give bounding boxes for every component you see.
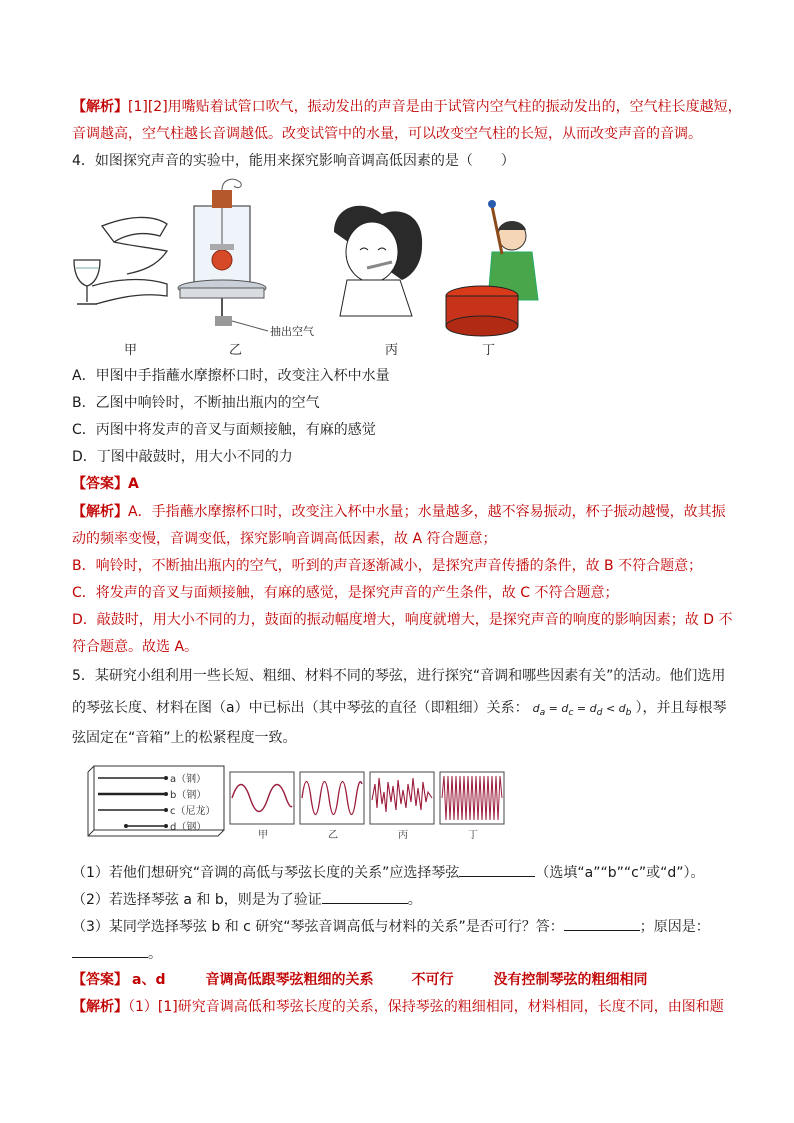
string-b-label: b（钢）	[170, 790, 207, 801]
q5-stem-text-2b: ），并且每根琴	[635, 700, 727, 716]
q5-stem-text-2a: 的琴弦长度、材料在图（a）中已标出（其中琴弦的直径（即粗细）关系：	[72, 700, 529, 716]
q5-blank-2[interactable]	[322, 889, 408, 904]
wave-ding	[440, 772, 504, 824]
q4-answer	[72, 474, 139, 494]
pump-label: 抽出空气	[270, 325, 314, 338]
diameter-formula: $d_a = d_c = d_d < d_b$	[532, 702, 632, 719]
top-analysis-line-1	[72, 97, 742, 117]
answer-tag: 【答案】	[72, 476, 128, 492]
q4-analysis-line-2: 动的频率变慢，音调变低，探究影响音调高低因素，故 A 符合题意；	[72, 531, 497, 547]
analysis-tag: 【解析】	[72, 99, 128, 115]
q4-analysis-line-1	[72, 502, 726, 522]
q4-stem: 4．如图探究声音的实验中，能用来探究影响音调高低因素的是（ ）	[72, 153, 515, 169]
q4-option-b: B．乙图中响铃时，不断抽出瓶内的空气	[72, 395, 320, 411]
q5-blank-3[interactable]	[564, 916, 640, 931]
q4-analysis-text-1: A．手指蘸水摩擦杯口时，改变注入杯中水量；水量越多，越不容易振动，杯子振动越慢，故其振	[128, 504, 726, 520]
q4-analysis-line-3: B．响铃时，不断抽出瓶内的空气，听到的声音逐渐减小，是探究声音传播的条件，故 B 不符合题意；	[72, 558, 703, 574]
q5-sub-3-cont	[72, 943, 162, 964]
top-analysis-line-2: 音调越高，空气柱越长音调越低。改变试管中的水量，可以改变空气柱的长短，从而改变声音的音调。	[72, 126, 702, 142]
q4-analysis-line-6: 符合题意。故选 A。	[72, 639, 199, 655]
q4-option-d: D．丁图中敲鼓时，用大小不同的力	[72, 449, 293, 465]
q5-analysis-line-1	[72, 997, 724, 1017]
string-d-label: d（钢）	[170, 822, 207, 833]
q4-analysis-line-5: D．敲鼓时，用大小不同的力，鼓面的振动幅度增大，响度就增大，是探究声音的响度的影响因素；故 D 不	[72, 612, 733, 628]
fig-label-yi: 乙	[229, 343, 243, 358]
q4-figure	[72, 176, 552, 366]
fig-label-ding: 丁	[482, 343, 496, 358]
fig-label-bing: 丙	[385, 343, 399, 358]
string-a-label: a（钢）	[170, 774, 207, 785]
figure-jia-glass	[74, 217, 167, 304]
wave-label-yi: 乙	[328, 830, 338, 841]
fig-label-jia: 甲	[124, 343, 138, 358]
q5-sub-1-text-b: （选填“a”“b”“c”或“d”）。	[535, 865, 705, 881]
q5-answer-1: a、d	[132, 972, 166, 988]
figure-yi-bell-jar	[178, 179, 314, 338]
q4-option-a: A．甲图中手指蘸水摩擦杯口时，改变注入杯中水量	[72, 368, 390, 384]
q5-blank-4[interactable]	[72, 943, 148, 958]
figure-bing-girl	[334, 206, 422, 316]
wave-jia	[230, 772, 294, 824]
q5-answer	[72, 970, 647, 990]
sound-box	[88, 766, 224, 836]
analysis-tag: 【解析】	[72, 504, 128, 520]
q5-figure	[86, 764, 516, 842]
q5-sub-1	[72, 862, 705, 883]
q4-option-c: C．丙图中将发声的音叉与面颊接触，有麻的感觉	[72, 422, 376, 438]
q5-sub-1-text-a: （1）若他们想研究“音调的高低与琴弦长度的关系”应选择琴弦	[72, 865, 460, 881]
q5-stem-line-1: 5．某研究小组利用一些长短、粗细、材料不同的琴弦，进行探究“音调和哪些因素有关”的活动。他们选用	[72, 668, 726, 684]
q5-answer-3: 不可行	[411, 972, 454, 988]
q5-sub-3-text-b: ；原因是：	[639, 919, 710, 935]
wave-label-ding: 丁	[468, 830, 478, 841]
q5-sub-2-text-a: （2）若选择琴弦 a 和 b，则是为了验证	[72, 892, 322, 908]
q5-analysis-text-1: （1）[1]研究音调高低和琴弦长度的关系，保持琴弦的粗细相同，材料相同，长度不同，由图和题	[128, 999, 724, 1015]
q5-sub-2-text-b: 。	[407, 892, 422, 908]
q5-blank-1[interactable]	[459, 862, 535, 877]
wave-label-jia: 甲	[258, 830, 268, 841]
q5-sub-3	[72, 916, 710, 937]
top-analysis-text-1: [1][2]用嘴贴着试管口吹气，振动发出的声音是由于试管内空气柱的振动发出的，空气柱长度越短，	[128, 99, 742, 115]
q4-analysis-line-4: C．将发声的音叉与面颊接触，有麻的感觉，是探究声音的产生条件，故 C 不符合题意；	[72, 585, 619, 601]
answer-tag: 【答案】	[72, 972, 128, 988]
string-c-label: c（尼龙）	[170, 806, 216, 817]
wave-bing	[370, 772, 434, 824]
q5-sub-3-text-a: （3）某同学选择琴弦 b 和 c 研究“琴弦音调高低与材料的关系”是否可行？答：	[72, 919, 564, 935]
q5-stem-line-3: 弦固定在“音箱”上的松紧程度一致。	[72, 730, 297, 746]
wave-yi	[300, 772, 364, 824]
q5-answer-4: 没有控制琴弦的粗细相同	[493, 972, 648, 988]
answer-value: A	[128, 476, 139, 492]
figure-ding-drum	[446, 200, 538, 336]
q5-sub-3-text-c: 。	[148, 946, 162, 962]
q5-stem-line-2	[72, 698, 726, 723]
q5-sub-2	[72, 889, 422, 910]
q5-answer-2: 音调高低跟琴弦粗细的关系	[205, 972, 374, 988]
analysis-tag: 【解析】	[72, 999, 128, 1015]
wave-label-bing: 丙	[398, 830, 408, 841]
